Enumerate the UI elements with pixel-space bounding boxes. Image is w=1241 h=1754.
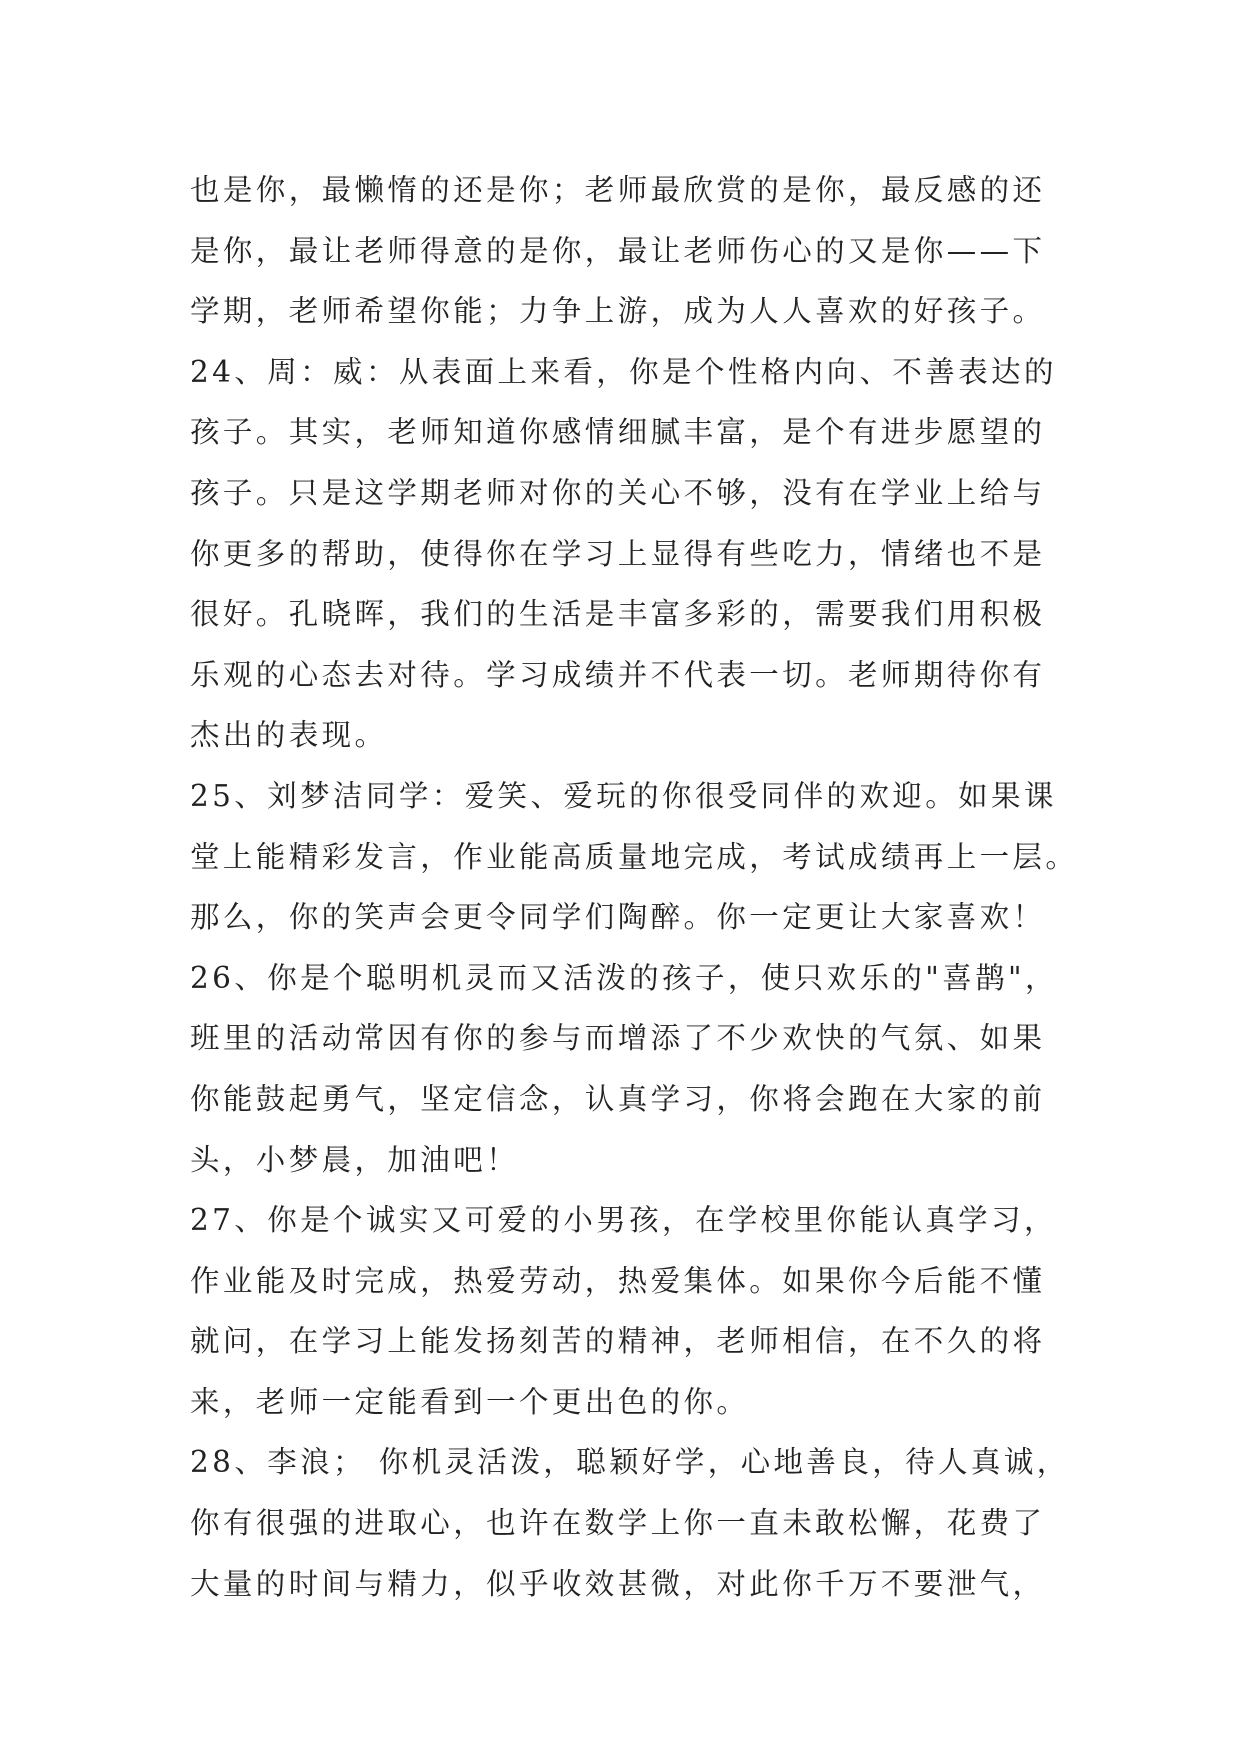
text-line: 孩子。只是这学期老师对你的关心不够，没有在学业上给与	[190, 475, 1046, 510]
text-line: 来，老师一定能看到一个更出色的你。	[190, 1384, 750, 1419]
text-line: 25、刘梦洁同学：爱笑、爱玩的你很受同伴的欢迎。如果课	[190, 778, 1057, 813]
text-line: 28、李浪； 你机灵活泼，聪颖好学，心地善良，待人真诚，	[190, 1445, 1070, 1480]
document-body	[190, 160, 1079, 1614]
text-line: 27、你是个诚实又可爱的小男孩，在学校里你能认真学习，	[190, 1203, 1057, 1238]
text-line: 26、你是个聪明机灵而又活泼的孩子，使只欢乐的"喜鹊"，	[190, 960, 1058, 995]
text-line: 很好。孔晓晖，我们的生活是丰富多彩的，需要我们用积极	[190, 597, 1046, 632]
text-line: 你更多的帮助，使得你在学习上显得有些吃力，情绪也不是	[190, 536, 1046, 571]
text-line: 那么，你的笑声会更令同学们陶醉。你一定更让大家喜欢！	[190, 900, 1046, 935]
text-line: 学期，老师希望你能；力争上游，成为人人喜欢的好孩子。	[190, 294, 1046, 329]
text-line: 大量的时间与精力，似乎收效甚微，对此你千万不要泄气，	[190, 1566, 1046, 1601]
text-line: 你能鼓起勇气，坚定信念，认真学习，你将会跑在大家的前	[190, 1081, 1046, 1116]
text-line: 堂上能精彩发言，作业能高质量地完成，考试成绩再上一层。	[190, 839, 1079, 874]
text-line: 杰出的表现。	[190, 718, 388, 753]
text-line: 乐观的心态去对待。学习成绩并不代表一切。老师期待你有	[190, 657, 1046, 692]
text-line: 也是你，最懒惰的还是你；老师最欣赏的是你，最反感的还	[190, 173, 1046, 207]
text-line: 24、周：威：从表面上来看，你是个性格内向、不善表达的	[190, 354, 1057, 389]
text-line: 作业能及时完成，热爱劳动，热爱集体。如果你今后能不懂	[190, 1263, 1046, 1298]
text-line: 头，小梦晨，加油吧！	[190, 1142, 520, 1177]
text-line: 是你，最让老师得意的是你，最让老师伤心的又是你——下	[190, 233, 1046, 268]
text-line: 你有很强的进取心，也许在数学上你一直未敢松懈，花费了	[190, 1506, 1046, 1541]
text-line: 班里的活动常因有你的参与而增添了不少欢快的气氛、如果	[190, 1021, 1046, 1056]
text-line: 孩子。其实，老师知道你感情细腻丰富，是个有进步愿望的	[190, 415, 1046, 450]
text-line: 就问，在学习上能发扬刻苦的精神，老师相信，在不久的将	[190, 1324, 1046, 1359]
